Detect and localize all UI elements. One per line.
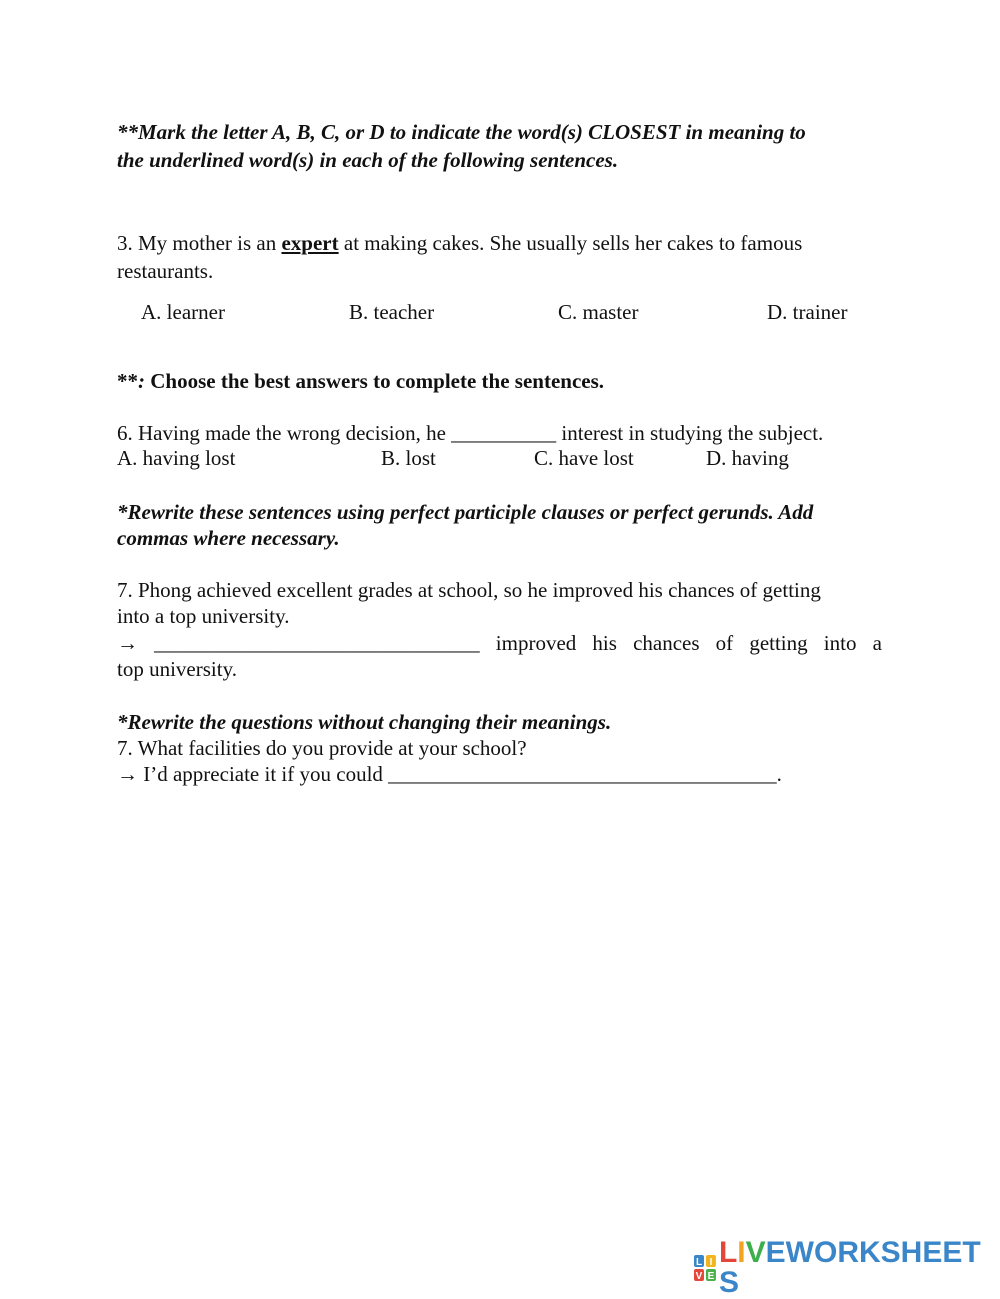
question-7a-line1: 7. Phong achieved excellent grades at school, so he improved his chances of getting	[117, 578, 821, 602]
instruction-closest-meaning-line1: **Mark the letter A, B, C, or D to indicate the word(s) CLOSEST in meaning to	[117, 120, 806, 144]
word-into: into	[823, 631, 857, 655]
question-6-sentence: 6. Having made the wrong decision, he __________ interest in studying the subject.	[117, 421, 824, 445]
q3-option-c[interactable]: C. master	[558, 300, 639, 324]
logo-letter: O	[813, 1236, 838, 1269]
word-improved: improved	[495, 631, 577, 655]
logo-tile-letter: E	[707, 1270, 715, 1282]
logo-letter: L	[718, 1236, 738, 1269]
logo-letter: T	[962, 1236, 981, 1269]
logo-tile-letter: I	[709, 1257, 713, 1269]
instruction-colon: :	[138, 369, 145, 393]
instruction-rewrite-participle-line2: commas where necessary.	[117, 526, 340, 550]
logo-letter: E	[922, 1236, 943, 1269]
instruction-stars: **	[117, 369, 138, 393]
logo-tile-letter: V	[695, 1270, 703, 1282]
question-3-line2: restaurants.	[117, 259, 214, 283]
word-getting: getting	[749, 631, 808, 655]
logo-letter: W	[785, 1236, 814, 1269]
instruction-rewrite-questions: *Rewrite the questions without changing their meanings.	[117, 710, 612, 734]
q6-option-c[interactable]: C. have lost	[534, 446, 634, 470]
q3-option-b[interactable]: B. teacher	[349, 300, 435, 324]
q6-option-d[interactable]: D. having	[706, 446, 789, 470]
logo-letter: I	[737, 1236, 746, 1269]
q6-option-a[interactable]: A. having lost	[117, 446, 236, 470]
logo-letter: V	[745, 1236, 766, 1269]
arrow-icon: →	[117, 631, 138, 655]
logo-letter: E	[942, 1236, 963, 1269]
logo-letter: H	[900, 1236, 923, 1269]
q3-option-d[interactable]: D. trainer	[767, 300, 848, 324]
word-his: his	[592, 631, 617, 655]
question-3-text-after: at making cakes. She usually sells her cakes to famous	[338, 231, 803, 255]
logo-letter: E	[765, 1236, 786, 1269]
question-3-keyword: expert	[281, 231, 339, 255]
instruction-best-answers-text: Choose the best answers to complete the sentences.	[145, 369, 605, 393]
logo-letter: R	[837, 1236, 859, 1269]
question-3-line1	[117, 230, 802, 256]
question-7b-line1: 7. What facilities do you provide at your school?	[117, 736, 527, 760]
logo-letter: S	[718, 1266, 739, 1299]
logo-letter: K	[858, 1236, 881, 1269]
word-chances: chances	[633, 631, 700, 655]
question-3-text-before: 3. My mother is an	[117, 231, 282, 255]
instruction-closest-meaning-line2: the underlined word(s) in each of the following sentences.	[117, 148, 619, 172]
question-7a-line4: top university.	[117, 657, 237, 681]
word-a: a	[872, 631, 882, 655]
q3-option-a[interactable]: A. learner	[141, 300, 225, 324]
q6-option-b[interactable]: B. lost	[381, 446, 436, 470]
question-7b-answer-line[interactable]: → I’d appreciate it if you could _____________________________________.	[117, 762, 782, 786]
logo-tile-letter: L	[695, 1257, 703, 1269]
liveworksheets-logo	[693, 1236, 1000, 1299]
answer-blank-7a[interactable]: _______________________________	[154, 631, 480, 655]
liveworksheets-logo-text	[719, 1238, 1000, 1298]
liveworksheets-logo-icon	[693, 1254, 717, 1282]
question-7a-line2: into a top university.	[117, 604, 290, 628]
logo-letter: S	[880, 1236, 901, 1269]
question-7a-answer-line	[117, 630, 882, 656]
instruction-rewrite-participle-line1: *Rewrite these sentences using perfect participle clauses or perfect gerunds. Add	[117, 500, 814, 524]
instruction-best-answers	[117, 368, 604, 394]
word-of: of	[715, 631, 734, 655]
